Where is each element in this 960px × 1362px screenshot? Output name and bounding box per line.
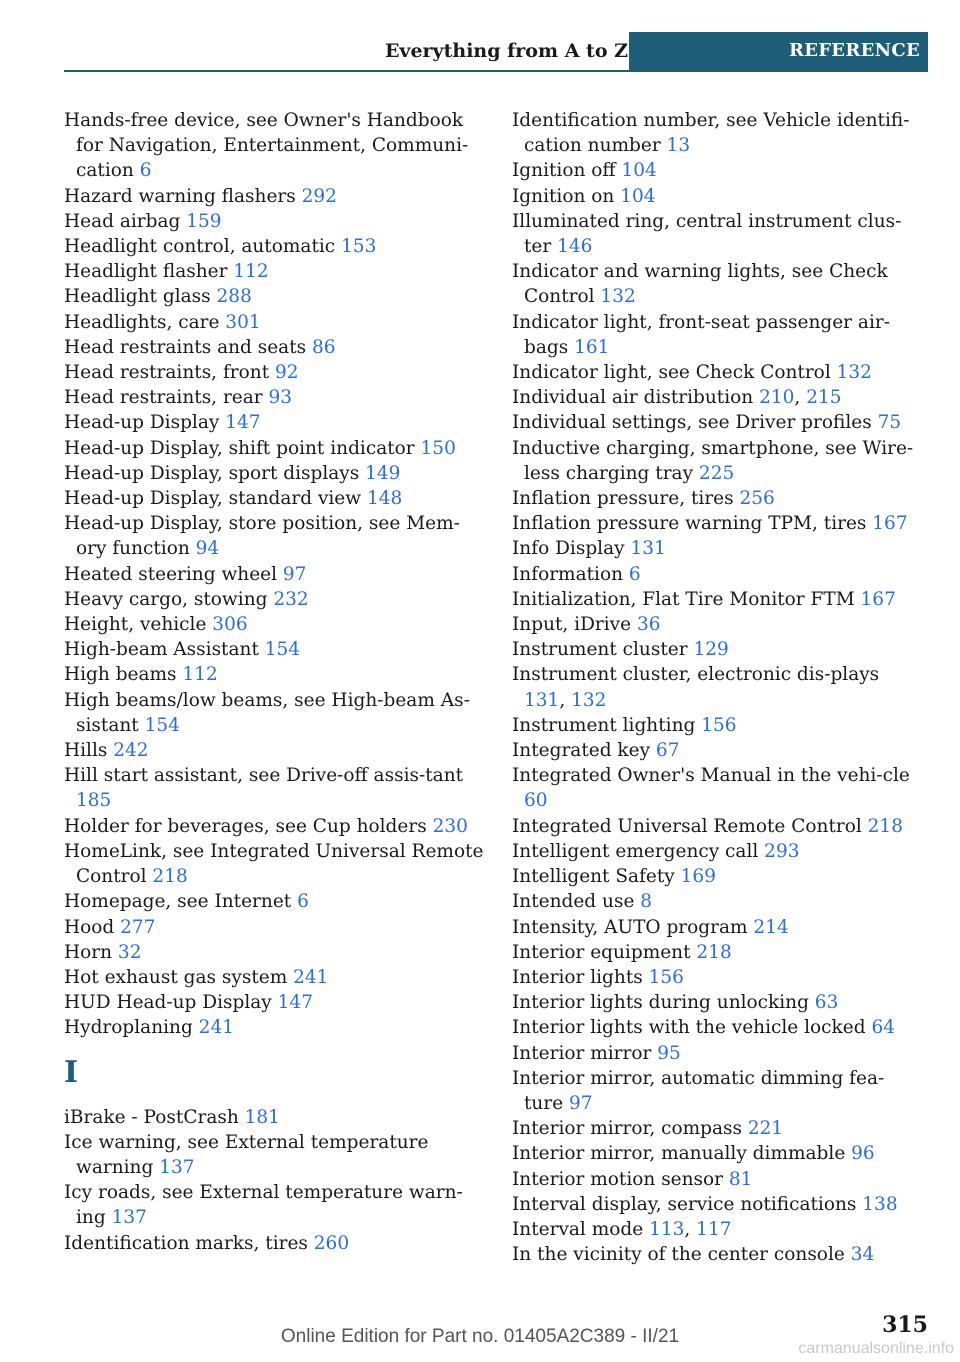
index-entry-term: Individual air distribution [512,387,760,409]
index-entry-term: Hill start assistant, see Drive-off assis-tant [64,765,464,787]
page-link[interactable]: 13 [666,135,691,157]
index-entry-term: Head-up Display, store position, see Mem-ory function [64,513,460,560]
index-entry-term: iBrake - PostCrash [64,1106,245,1128]
index-entry [512,940,922,965]
section-letter: I [64,1054,79,1090]
index-entry [512,486,922,511]
index-entry [512,990,922,1015]
page-link[interactable]: 292 [301,185,337,207]
page-link[interactable]: 306 [212,614,248,636]
index-entry [512,814,922,839]
page-link[interactable]: 148 [366,488,403,510]
index-entry-term: Heavy cargo, stowing [64,588,274,610]
page-link[interactable]: 161 [574,336,610,358]
page-link[interactable]: 131 [524,689,560,711]
index-entry [512,562,922,587]
page-link[interactable]: 147 [225,412,261,434]
page-link[interactable]: 97 [282,563,307,585]
index-entry-term: Homepage, see Internet [64,891,298,913]
index-entry-term: Indicator light, see Check Control [512,362,837,384]
index-entry-term: Head restraints and seats [64,336,313,358]
index-entry [64,763,484,813]
index-entry [64,940,484,965]
page-link[interactable]: 156 [648,966,684,988]
page-link[interactable]: 6 [139,160,152,182]
page-link[interactable]: 218 [152,866,188,888]
page-link[interactable]: 169 [680,866,716,888]
index-entry [64,486,484,511]
index-entry-term: Headlight flasher [64,261,234,283]
index-entry [64,1180,484,1230]
index-entry-term: Indicator light, front-seat passenger air-bags [512,311,890,358]
index-entry-term: Interior motion sensor [512,1168,729,1190]
index-entry [512,637,922,662]
index-entry-term: Ignition on [512,185,621,207]
index-entry [512,587,922,612]
index-entry [64,461,484,486]
page-link[interactable]: 241 [293,966,329,988]
index-entry-term: Hazard warning flashers [64,185,302,207]
index-entry [512,1015,922,1040]
index-entry [64,562,484,587]
index-entry-term: Interval display, service notifications [512,1193,863,1215]
page-link[interactable]: 241 [198,1017,234,1039]
index-entry-term: Interval mode [512,1218,650,1240]
index-entry-term: Interior equipment [512,941,697,963]
page-link[interactable]: 138 [862,1193,898,1215]
index-entry-term: Integrated Owner's Manual in the vehi-cle [512,765,910,787]
index-entry-term: Info Display [512,538,631,560]
index-entry [64,839,484,889]
page-link[interactable]: 6 [628,563,641,585]
index-entry-term: Integrated key [512,740,656,762]
page-link[interactable]: 288 [216,286,252,308]
page-link[interactable]: 63 [814,992,839,1014]
index-entry [512,310,922,360]
header-title: Everything from A to Z [384,40,628,62]
index-entry [64,310,484,335]
index-entry-term: Interior mirror, compass [512,1118,748,1140]
page-link[interactable]: 154 [264,639,301,661]
index-entry [512,410,922,435]
page-link[interactable]: 218 [696,941,732,963]
index-entry [512,108,922,158]
index-entry-term: Instrument cluster [512,639,694,661]
index-entry-term: Intensity, AUTO program [512,916,754,938]
index-entry [512,713,922,738]
index-entry-term: Horn [64,941,118,963]
page-link[interactable]: 97 [569,1092,593,1114]
index-entry-term: Instrument cluster, electronic dis-plays [512,664,880,686]
index-entry-term: Headlight control, automatic [64,236,342,258]
page-link[interactable]: 60 [524,790,548,812]
index-entry [512,511,922,536]
page-link[interactable]: 104 [620,185,656,207]
page-link[interactable]: 225 [698,462,735,484]
index-entry-term: Head restraints, front [64,362,276,384]
index-column-left [64,108,484,1256]
index-entry-term: Icy roads, see External temperature warn-ing [64,1182,463,1229]
index-entry-term: HomeLink, see Integrated Universal Remote Control [64,840,484,888]
index-entry-term: Hands-free device, see Owner's Handbook for Navigation, Entertainment, Communi-cation [64,110,469,182]
index-entry-term: Instrument lighting [512,714,702,736]
page-link[interactable]: 75 [877,412,902,434]
index-entry-term: Inductive charging, smartphone, see Wire-less charging tray [512,437,914,484]
index-entry-term: Headlight glass [64,286,217,308]
index-entry: Interval mode 113, 117 [512,1218,732,1240]
index-entry [64,335,484,360]
page-link[interactable]: 149 [365,462,401,484]
index-entry [64,1105,484,1130]
page-link[interactable]: 131 [630,538,666,560]
index-entry-term: Head-up Display, shift point indicator [64,437,421,459]
index-entry-term: Height, vehicle [64,614,213,636]
index-entry-term: Identification number, see Vehicle identifi-cation number [512,110,910,157]
index-entry [64,360,484,385]
index-entry [64,259,484,284]
page-link[interactable]: 147 [277,992,313,1014]
page-link[interactable]: 96 [851,1143,875,1165]
index-entry-term: Interior lights [512,966,649,988]
page-link[interactable]: 112 [233,261,269,283]
index-entry-term: Intended use [512,891,641,913]
page-link[interactable]: 6 [297,891,309,913]
page-link[interactable]: 104 [621,160,657,182]
page-link[interactable]: 86 [312,336,336,358]
index-entry [512,1041,922,1066]
index-entry-term: Interior mirror [512,1042,658,1064]
page-link[interactable]: 146 [557,236,593,258]
index-entry [512,259,922,309]
index-entry-term: Heated steering wheel [64,563,283,585]
page-link[interactable]: 132 [836,362,872,384]
page-link[interactable]: 214 [753,916,789,938]
index-entry [64,1130,484,1180]
index-entry [64,1015,484,1040]
index-entry [64,184,484,209]
index-entry-term: Interior lights with the vehicle locked [512,1017,872,1039]
page-link[interactable]: 277 [120,916,156,938]
page-link[interactable]: 256 [739,488,775,510]
index-entry-term: Intelligent emergency call [512,840,765,862]
index-entry [512,763,922,813]
index-entry-term: Head-up Display, sport displays [64,462,366,484]
index-entry [512,889,922,914]
page-link[interactable]: 81 [728,1168,753,1190]
index-entry [64,209,484,234]
index-entry-term: Inflation pressure warning TPM, tires [512,513,873,535]
index-entry [512,209,922,259]
index-entry [512,1242,922,1267]
index-entry-term: Indicator and warning lights, see Check Control [512,261,888,308]
index-entry-term: Inflation pressure, tires [512,488,740,510]
page-link[interactable]: 167 [872,513,908,535]
index-entry [512,158,922,183]
watermark: carmanualsonline.info [798,1340,954,1357]
index-entry-term: Ice warning, see External temperature warning [64,1131,429,1178]
page-link[interactable]: 67 [655,740,680,762]
index-entry [512,1167,922,1192]
index-entry [64,385,484,410]
page-link[interactable]: 260 [313,1232,350,1254]
page-link[interactable]: 210 [759,387,795,409]
page-link[interactable]: 181 [244,1106,280,1128]
index-entry-term: Holder for beverages, see Cup holders [64,815,433,837]
index-entry [512,1066,922,1116]
page-link[interactable]: 132 [571,689,607,711]
index-entry [512,612,922,637]
page-link[interactable]: 94 [195,538,220,560]
page-number: 315 [882,1312,928,1338]
index-entry [64,965,484,990]
index-entry [512,184,922,209]
index-entry-term: Head airbag [64,210,187,232]
index-entry-term: Head-up Display [64,412,226,434]
page-link[interactable]: 137 [159,1156,195,1178]
index-entry [512,536,922,561]
index-entry [64,108,484,184]
page-link[interactable]: 112 [182,664,218,686]
index-entry-term: Identification marks, tires [64,1232,314,1254]
index-entry-term: Information [512,563,629,585]
index-entry [64,234,484,259]
index-entry-term: Head restraints, rear [64,387,269,409]
index-entry-term: Headlights, care [64,311,226,333]
index-entry [512,1141,922,1166]
index-entry [64,511,484,561]
index-entry [64,587,484,612]
index-entry [512,436,922,486]
page-link[interactable]: 242 [113,740,149,762]
page-link[interactable]: 218 [867,815,903,837]
index-entry [64,990,484,1015]
page-link[interactable]: 34 [850,1244,875,1266]
index-entry [64,612,484,637]
index-entry-term: Interior lights during unlocking [512,992,815,1014]
section-tab: REFERENCE [629,32,928,72]
index-entry-term: High beams/low beams, see High-beam As-sistant [64,689,470,736]
page-link[interactable]: 159 [186,210,222,232]
page-link[interactable]: 156 [701,714,737,736]
index-entry-term: Individual settings, see Driver profiles [512,412,878,434]
index-entry [64,1231,484,1256]
index-entry [512,738,922,763]
index-entry-term: Intelligent Safety [512,866,681,888]
page-link[interactable]: 92 [275,362,299,384]
page-link[interactable]: 95 [657,1042,681,1064]
index-group-i [64,1105,484,1256]
index-entry: Instrument cluster, electronic dis-plays 131, 132 [512,664,880,711]
page-link[interactable]: 167 [860,588,896,610]
footer-edition: Online Edition for Part no. 01405A2C389 - II/21 [280,1326,680,1347]
index-entry-term: Hydroplaning [64,1017,199,1039]
index-entry [512,1192,922,1217]
index-entry [64,889,484,914]
page-link[interactable]: 153 [341,236,377,258]
page-link[interactable]: 137 [111,1207,147,1229]
index-entry: Individual air distribution 210, 215 [512,387,842,409]
page-link[interactable]: 8 [640,891,653,913]
index-column-right [512,108,922,1267]
page-link[interactable]: 32 [117,941,142,963]
index-entry [64,637,484,662]
page-link[interactable]: 64 [871,1017,895,1039]
index-entry-term: Hood [64,916,121,938]
index-entry [64,814,484,839]
index-entry-term: HUD Head-up Display [64,992,278,1014]
index-entry [512,1116,922,1141]
index-entry [64,410,484,435]
index-entry [64,662,484,687]
page-link[interactable]: 215 [806,387,842,409]
index-entry-term: Head-up Display, standard view [64,488,367,510]
index-entry [512,965,922,990]
page-link[interactable]: 132 [600,286,636,308]
page-link[interactable]: 36 [636,614,661,636]
index-entry [64,284,484,309]
page-link[interactable]: 117 [696,1218,732,1240]
index-entry [512,839,922,864]
index-entry [64,738,484,763]
header-rule [64,70,928,72]
index-entry-term: Interior mirror, manually dimmable [512,1143,852,1165]
index-entry [512,360,922,385]
page-link[interactable]: 150 [420,437,456,459]
index-entry-term: Illuminated ring, central instrument clus-ter [512,210,902,258]
index-entry-term: In the vicinity of the center console [512,1244,851,1266]
index-group-h [64,108,484,1041]
index-entry-term: Integrated Universal Remote Control [512,815,868,837]
page-link[interactable]: 232 [273,588,309,610]
page-link[interactable]: 154 [144,714,180,736]
index-entry-term: Interior mirror, automatic dimming fea-ture [512,1067,885,1114]
page-link[interactable]: 221 [747,1118,784,1140]
index-entry-term: High-beam Assistant [64,639,265,661]
index-entry-term: Ignition off [512,160,622,182]
index-entry-term: Input, iDrive [512,614,637,636]
page-link[interactable]: 301 [225,311,261,333]
page-link[interactable]: 293 [764,840,800,862]
page-link[interactable]: 230 [432,815,468,837]
index-entry-term: Initialization, Flat Tire Monitor FTM [512,588,861,610]
page-link[interactable]: 93 [268,387,293,409]
page-link[interactable]: 185 [76,790,112,812]
index-entry [64,436,484,461]
page-link[interactable]: 113 [649,1218,685,1240]
index-entry [512,864,922,889]
index-entry [512,915,922,940]
page-link[interactable]: 129 [693,639,729,661]
index-entry-term: Hills [64,740,114,762]
index-entry [64,915,484,940]
index-entry-term: Hot exhaust gas system [64,966,294,988]
index-entry [64,688,484,738]
index-entry-term: High beams [64,664,183,686]
